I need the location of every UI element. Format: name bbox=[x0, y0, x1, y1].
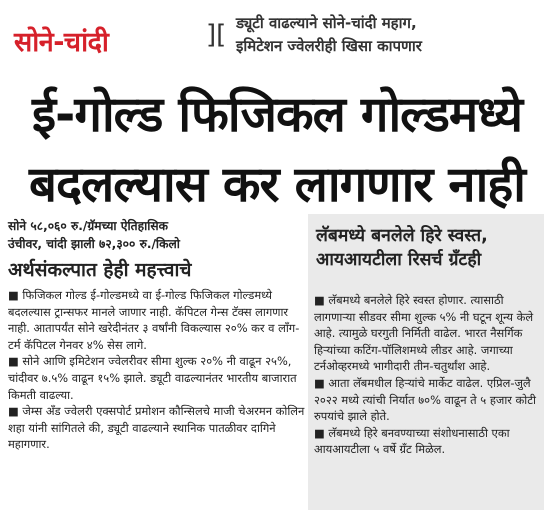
headline-line-1: ई-गोल्ड फिजिकल गोल्डमध्ये bbox=[31, 86, 523, 143]
sidebar-paragraph-1: ■ लॅबमध्ये बनलेले हिरे स्वस्त होणार. त्यासाठी लागणाऱ्या सीडवर सीमा शुल्क ५% नी घटून शून्य केले आहे. त्यामुळे घरगुती निर्मिती वाढेल. भारत नैसर्गिक हिऱ्यांच्या कटिंग-पॉलिशमध्ये लीडर आहे. जगाच्या टर्नओव्हरमध्ये भागीदारी तीन-चतुर्थांश आहे. bbox=[314, 293, 534, 374]
sidebar-paragraph-3: ■ लॅबमध्ये हिरे बनवण्याच्या संशोधनासाठी एका आयआयटीला ५ वर्षे ग्रँट मिळेल. bbox=[314, 425, 510, 457]
left-paragraph-3: ■ जेम्स अँड ज्वेलरी एक्सपोर्ट प्रमोशन कौन्सिलचे माजी चेअरमन कोलिन शहा यांनी सांगितले की, ड्यूटी वाढल्याने स्थानिक पातळीवर दागिने महागणार. bbox=[8, 404, 305, 452]
headline-line-2: बदलल्यास कर लागणार नाही bbox=[29, 156, 525, 213]
lead-text bbox=[8, 217, 308, 253]
kicker-line-1: ड्यूटी वाढल्याने सोने-चांदी महाग, bbox=[236, 14, 417, 32]
left-column-body bbox=[8, 287, 306, 453]
lead-line-1: सोने ५८,०६० रु./ग्रॅमच्या ऐतिहासिक bbox=[8, 219, 169, 233]
sidebar-title-line-1: लॅबमध्ये बनलेले हिरे स्वस्त, bbox=[316, 226, 488, 246]
section-header bbox=[0, 0, 552, 80]
lead-line-2: उंचीवर, चांदी झाली ७२,३०० रु./किलो bbox=[8, 237, 180, 251]
sidebar-body bbox=[314, 292, 542, 458]
sidebar-title-line-2: आयआयटीला रिसर्च ग्रँटही bbox=[316, 250, 482, 270]
bracket-separator: ][ bbox=[206, 20, 227, 50]
kicker-text bbox=[236, 12, 546, 58]
left-paragraph-2: ■ सोने आणि इमिटेशन ज्वेलरीवर सीमा शुल्क २०% नी वाढून २५%, चांदीवर ७.५% वाढून १५% झाले. ड्यूटी वाढल्यानंतर भारतीय बाजारात किमती वाढल्या. bbox=[8, 354, 297, 402]
sidebar-paragraph-2: ■ आता लॅबमधील हिऱ्यांचे मार्केट वाढेल. एप्रिल-जुलै २०२२ मध्ये त्यांची निर्यात ७०% वाढून ते ५ हजार कोटी रुपयांचे झाले होते. bbox=[314, 375, 536, 424]
section-tag: सोने-चांदी bbox=[14, 27, 109, 58]
sidebar-title bbox=[316, 224, 544, 272]
kicker-line-2: इमिटेशन ज्वेलरीही खिसा कापणार bbox=[236, 37, 422, 55]
left-paragraph-1: ■ फिजिकल गोल्ड ई-गोल्डमध्ये वा ई-गोल्ड फिजिकल गोल्डमध्ये बदलल्यास ट्रान्सफर मानले जाणार नाही. कॅपिटल गेन्स टॅक्स लागणार नाही. आतापर्यंत सोने खरेदीनंतर ३ वर्षांनी विकल्यास २०% कर व लाँग-टर्म कॅपिटल गेनवर ४% सेस लागे. bbox=[8, 288, 300, 352]
headline bbox=[6, 80, 548, 220]
left-subhead: अर्थसंकल्पात हेही महत्त्वाचे bbox=[8, 259, 192, 281]
